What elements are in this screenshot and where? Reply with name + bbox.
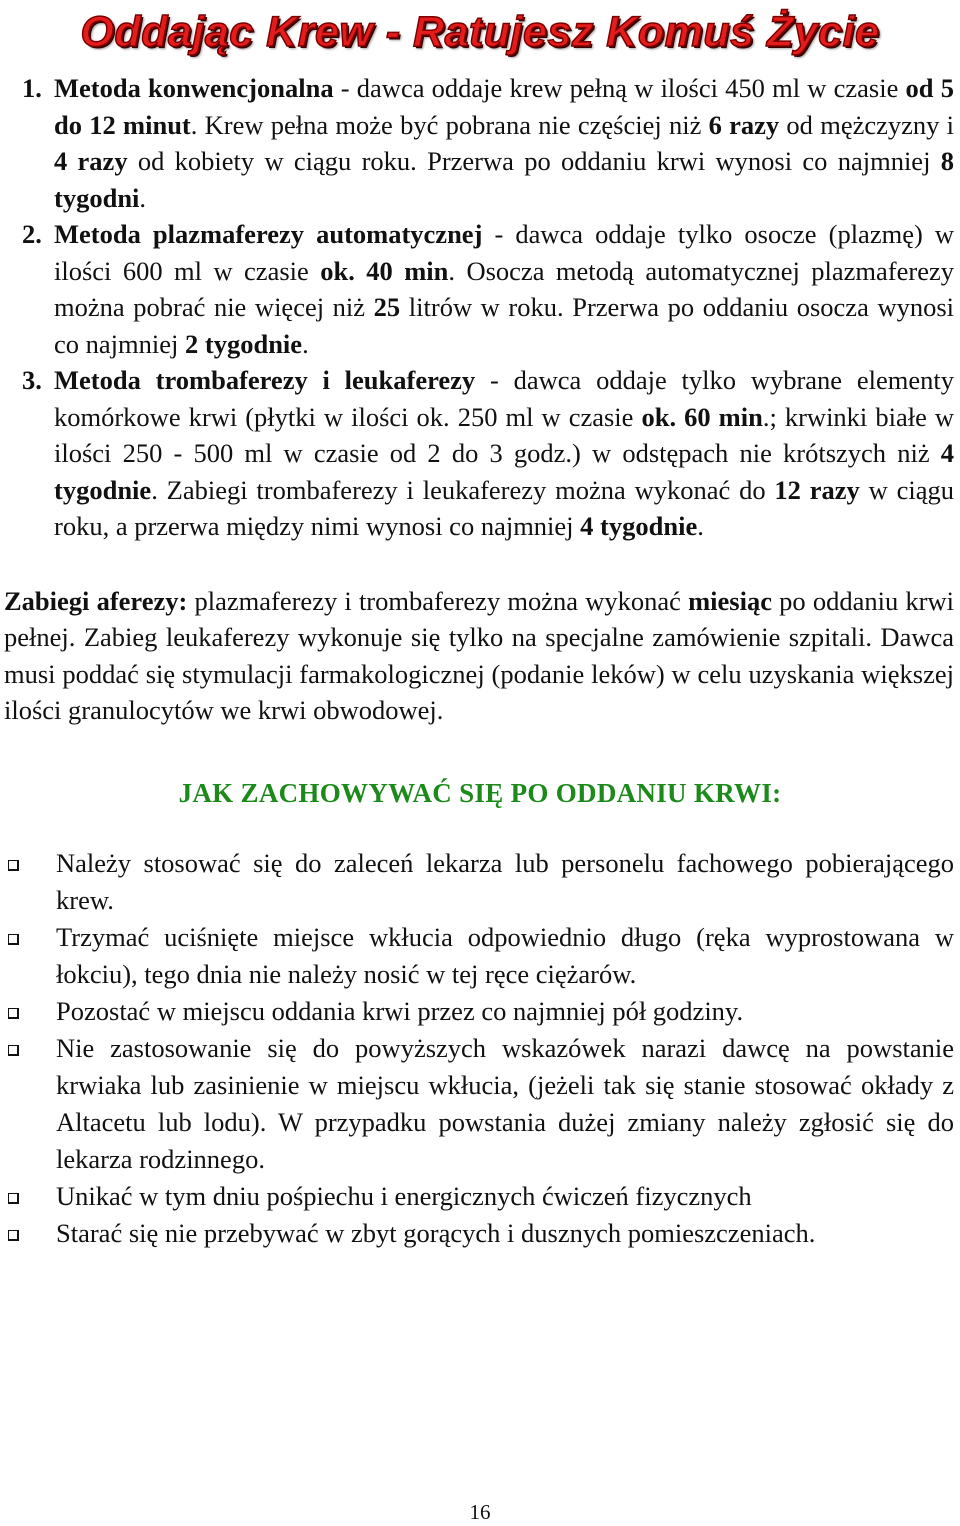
- emphasis-text: 8 tygodni: [54, 146, 954, 213]
- body-text: .; krwinki białe w ilości 250 - 500 ml w czasie od 2 do 3 godz.) w odstępach nie krótszych niż: [54, 401, 954, 468]
- body-text: .: [302, 328, 309, 359]
- body-text: - dawca oddaje tylko wybrane elementy komórkowe krwi (płytki w ilości ok. 250 ml w czasie: [54, 365, 954, 432]
- body-text: litrów w roku. Przerwa po oddaniu osocza wynosi co najmniej: [54, 292, 955, 359]
- emphasis-text: Zabiegi aferezy:: [4, 585, 188, 616]
- bullet-text: Należy stosować się do zaleceń lekarza lub personelu fachowego pobierającego krew.: [56, 848, 954, 915]
- emphasis-text: Metoda konwencjonalna: [54, 73, 334, 103]
- checkbox-icon: [8, 1193, 19, 1204]
- page-title: Oddając Krew - Ratujesz Komuś Życie: [80, 8, 880, 56]
- emphasis-text: od 5 do 12 minut: [54, 73, 954, 140]
- bullet-text: Trzymać uciśnięte miejsce wkłucia odpowiednio długo (ręka wyprostowana w łokciu), tego dnia nie należy nosić w tej ręce ciężarów.: [56, 922, 954, 989]
- checkbox-icon: [8, 1008, 19, 1019]
- emphasis-text: miesiąc: [688, 585, 772, 616]
- emphasis-text: ok. 60 min: [641, 401, 763, 432]
- emphasis-text: 4 tygodnie: [54, 438, 954, 505]
- bullet-text: Nie zastosowanie się do powyższych wskazówek narazi dawcę na powstanie krwiaka lub zasinienie w miejscu wkłucia, (jeżeli tak się stanie stosować okłady z Altacetu lub lodu). W przypadku powstania dużej zmiany należy zgłosić się do lekarza rodzinnego.: [56, 1033, 954, 1174]
- checkbox-icon: [8, 1230, 19, 1241]
- body-text: od mężczyzny i: [779, 109, 955, 140]
- method-item: [0, 362, 960, 545]
- body-text: od kobiety w ciągu roku. Przerwa po oddaniu krwi wynosi co najmniej: [127, 146, 941, 176]
- section-heading: JAK ZACHOWYWAĆ SIĘ PO ODDANIU KRWI:: [178, 777, 782, 808]
- bullet-item: [0, 993, 960, 1030]
- checkbox-icon: [8, 860, 19, 871]
- body-text: . Krew pełna może być pobrana nie częściej niż: [190, 109, 709, 140]
- body-text: . Osocza metodą automatycznej plazmaferezy można pobrać nie więcej niż: [54, 255, 954, 322]
- emphasis-text: 25: [373, 292, 401, 322]
- bullet-text: Pozostać w miejscu oddania krwi przez co najmniej pół godziny.: [56, 996, 744, 1026]
- bullet-item: [0, 1178, 960, 1215]
- bullet-item: [0, 1215, 960, 1252]
- document-body: [0, 70, 960, 1252]
- body-text: - dawca oddaje tylko osocze (plazmę) w ilości 600 ml w czasie: [54, 219, 954, 286]
- body-text: w ciągu roku, a przerwa między nimi wynosi co najmniej: [54, 474, 954, 541]
- emphasis-text: Metoda plazmaferezy automatycznej: [54, 219, 483, 249]
- item-number: 2.: [22, 219, 42, 249]
- item-number: 1.: [22, 73, 42, 103]
- emphasis-text: 2 tygodnie: [185, 328, 303, 359]
- page-number: 16: [469, 1500, 491, 1524]
- bullet-text: Unikać w tym dniu pośpiechu i energicznych ćwiczeń fizycznych: [56, 1181, 752, 1211]
- body-text: .: [139, 182, 147, 213]
- emphasis-text: 6 razy: [708, 109, 780, 140]
- checkbox-icon: [8, 934, 19, 945]
- method-item: [0, 70, 960, 216]
- bullet-item: [0, 919, 960, 993]
- body-text: . Zabiegi trombaferezy i leukaferezy można wykonać do: [151, 474, 775, 505]
- emphasis-text: Metoda trombaferezy i leukaferezy: [54, 365, 476, 395]
- method-item: [0, 216, 960, 362]
- emphasis-text: 12 razy: [774, 474, 860, 505]
- body-text: - dawca oddaje krew pełną w ilości 450 ml w czasie: [333, 73, 906, 103]
- bullet-text: Starać się nie przebywać w zbyt gorących i dusznych pomieszczeniach.: [56, 1218, 816, 1248]
- emphasis-text: 4 tygodnie: [580, 511, 698, 541]
- body-text: .: [697, 511, 704, 541]
- body-text: plazmaferezy i trombaferezy można wykonać: [187, 585, 689, 616]
- item-number: 3.: [22, 365, 42, 395]
- emphasis-text: 4 razy: [54, 146, 128, 176]
- checkbox-icon: [8, 1045, 19, 1056]
- apheresis-paragraph: [0, 583, 960, 729]
- bullet-item: [0, 845, 960, 919]
- emphasis-text: ok. 40 min: [320, 255, 449, 286]
- donation-methods-list: [0, 70, 960, 545]
- bullet-item: [0, 1030, 960, 1178]
- aftercare-bullet-list: [0, 845, 960, 1252]
- body-text: po oddaniu krwi pełnej. Zabieg leukaferezy wykonuje się tylko na specjalne zamówienie szpitali. Dawca musi poddać się stymulacji farmakologicznej (podanie leków) w celu uzyskania większej ilości granulocytów we krwi obwodowej.: [4, 585, 954, 725]
